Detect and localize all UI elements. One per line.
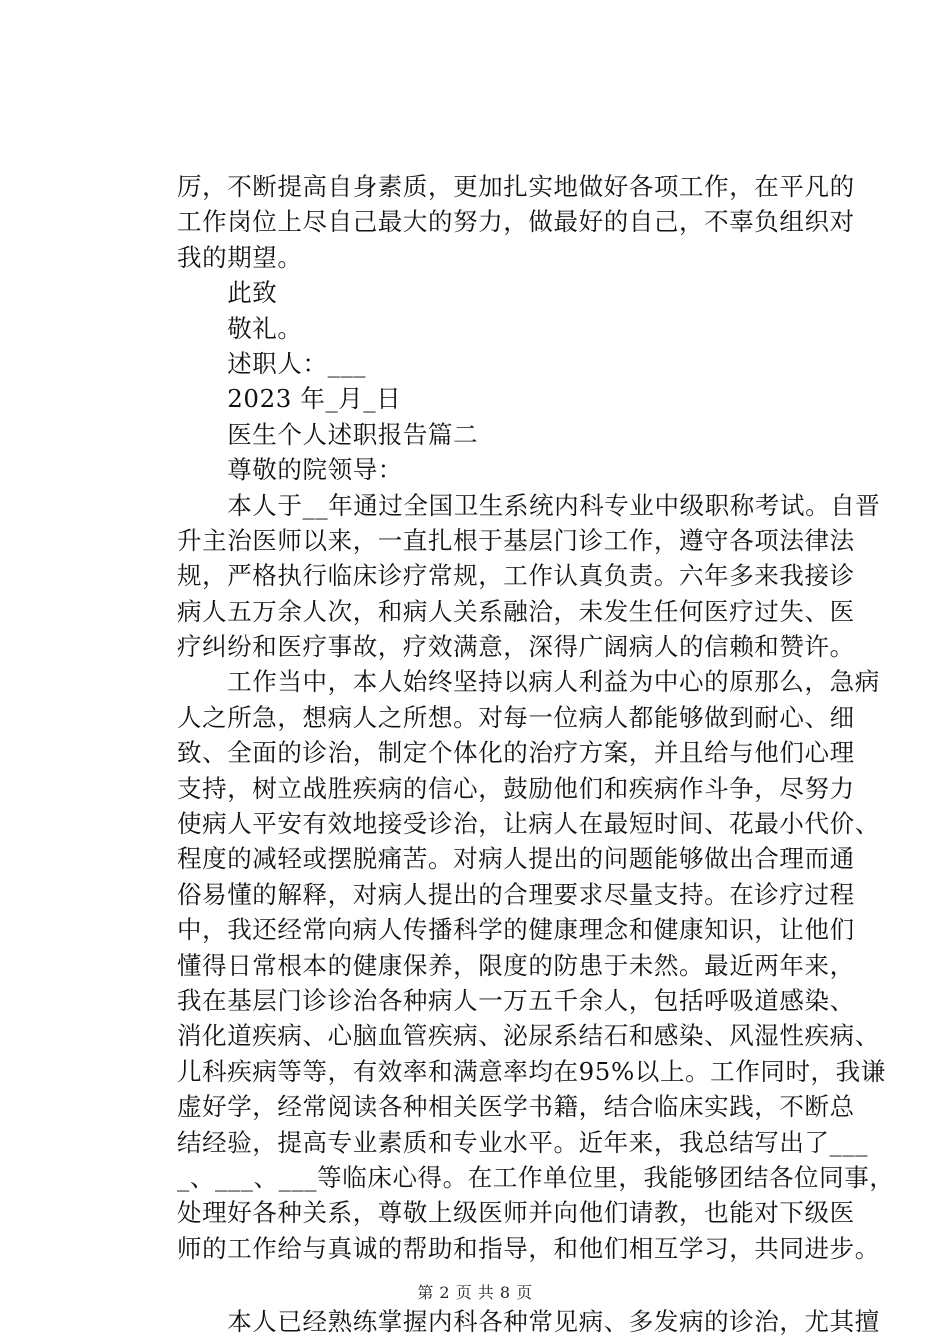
text-line: 本人于__年通过全国卫生系统内科专业中级职称考试。自晋 [177,490,881,520]
text-line: 医生个人述职报告篇二 [177,419,479,449]
text-line: 尊敬的院领导： [177,455,403,485]
paragraph-block-continued [177,1304,880,1339]
page-number-indicator: 第 2 页 共 8 页 [417,1283,533,1302]
text-line: 支持，树立战胜疾病的信心，鼓励他们和疾病作斗争，尽努力 [177,773,855,803]
text-line: 儿科疾病等等，有效率和满意率均在95%以上。工作同时，我谦 [177,1056,886,1086]
text-line: 病人五万余人次，和病人关系融洽，未发生任何医疗过失、医 [177,596,855,626]
text-line: 述职人：___ [177,348,367,378]
document-body [177,169,895,1340]
text-line: 处理好各种关系，尊敬上级医师并向他们请教，也能对下级医 [177,1198,855,1228]
paragraph-block-main [177,169,895,1266]
text-line: 使病人平安有效地接受诊治，让病人在最短时间、花最小代价、 [177,809,880,839]
text-line: 致、全面的诊治，制定个体化的治疗方案，并且给与他们心理 [177,738,855,768]
text-line: 规，严格执行临床诊疗常规，工作认真负责。六年多来我接诊 [177,561,855,591]
text-line: 工作当中，本人始终坚持以病人利益为中心的原那么，急病 [177,667,880,697]
page-footer [0,1280,950,1303]
text-line: 人之所急，想病人之所想。对每一位病人都能够做到耐心、细 [177,702,855,732]
text-line: 疗纠纷和医疗事故，疗效满意，深得广阔病人的信赖和赞许。 [177,632,855,662]
text-line: 消化道疾病、心脑血管疾病、泌尿系结石和感染、风湿性疾病、 [177,1021,880,1051]
text-line: _、___、___等临床心得。在工作单位里，我能够团结各位同事， [177,1162,895,1192]
text-line: 虚好学，经常阅读各种相关医学书籍，结合临床实践，不断总 [177,1092,855,1122]
text-line: 程度的减轻或摆脱痛苦。对病人提出的问题能够做出合理而通 [177,844,855,874]
text-line: 俗易懂的解释，对病人提出的合理要求尽量支持。在诊疗过程 [177,879,855,909]
text-line: 敬礼。 [177,313,303,343]
text-line: 厉，不断提高自身素质，更加扎实地做好各项工作，在平凡的 [177,172,855,201]
text-line: 中，我还经常向病人传播科学的健康理念和健康知识，让他们 [177,915,855,945]
text-line: 本人已经熟练掌握内科各种常见病、多发病的诊治，尤其擅 [177,1307,880,1337]
text-line: 结经验，提高专业素质和专业水平。近年来，我总结写出了___ [177,1127,869,1157]
text-line: 懂得日常根本的健康保养，限度的防患于未然。最近两年来， [177,950,855,980]
text-line: 我在基层门诊诊治各种病人一万五千余人，包括呼吸道感染、 [177,985,855,1015]
text-line: 我的期望。 [177,242,303,272]
text-line: 2023 年_月_日 [177,384,402,414]
text-line: 升主治医师以来，一直扎根于基层门诊工作，遵守各项法律法 [177,525,855,555]
text-line: 工作岗位上尽自己最大的努力，做最好的自己，不辜负组织对 [177,207,855,237]
text-line: 此致 [177,278,278,308]
text-line: 师的工作给与真诚的帮助和指导，和他们相互学习，共同进步。 [177,1233,880,1263]
